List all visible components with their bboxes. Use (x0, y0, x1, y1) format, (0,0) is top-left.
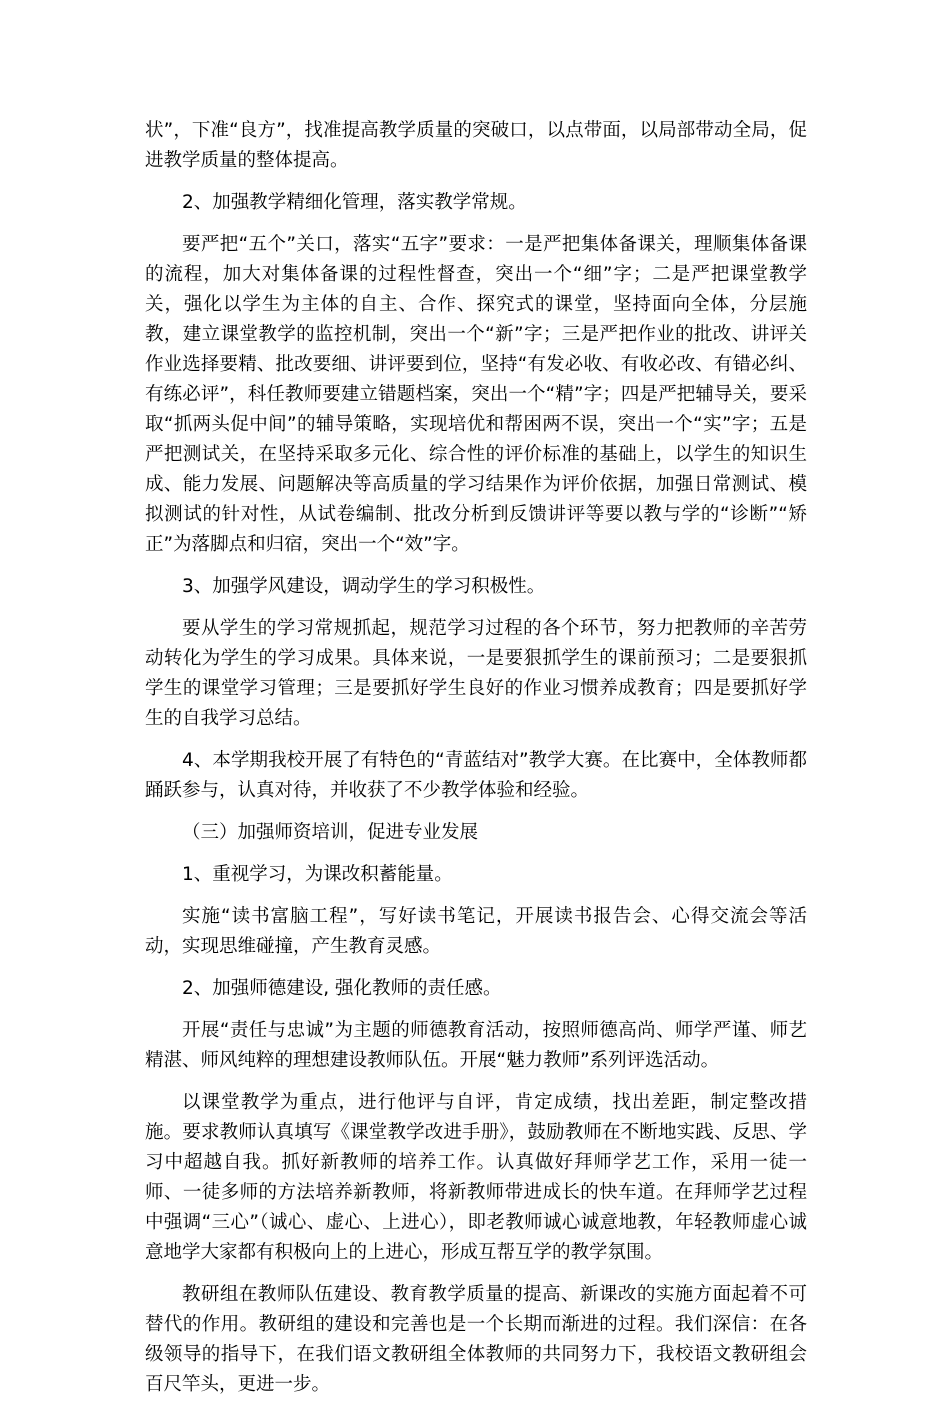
paragraph-continuation: 状”，下准“良方”，找准提高教学质量的突破口，以点带面，以局部带动全局，促进教学质量的整体提高。 (145, 120, 807, 171)
paragraph-conclusion: 教研组在教师队伍建设、教育教学质量的提高、新课改的实施方面起着不可替代的作用。教研组的建设和完善也是一个长期而渐进的过程。我们深信：在各级领导的指导下，在我们语文教研组全体教师的共同努力下，我校语文教研组会百尺竿头，更进一步。 (145, 1284, 807, 1395)
heading-teaching-management: 2、加强教学精细化管理，落实教学常规。 (182, 192, 527, 213)
paragraph-five-checkpoints: 要严把“五个”关口，落实“五字”要求：一是严把集体备课关，理顺集体备课的流程，加大对集体备课的过程性督查，突出一个“细”字；二是严把课堂教学关，强化以学生为主体的自主、合作、探究式的课堂，坚持面向全体，分层施教，建立课堂教学的监控机制，突出一个“新”字；三是严把作业的批改、讲评关作业选择要精、批改要细、讲评要到位，坚持“有发必收、有收必改、有错必纠、有练必评”，科任教师要建立错题档案，突出一个“精”字；四是严把辅导关，要采取“抓两头促中间”的辅导策略，实现培优和帮困两不误，突出一个“实”字；五是严把测试关，在坚持采取多元化、综合性的评价标准的基础上，以学生的知识生成、能力发展、问题解决等高质量的学习结果作为评价依据，加强日常测试、模拟测试的针对性，从试卷编制、批改分析到反馈讲评等要以教与学的“诊断”“矫正”为落脚点和归宿，突出一个“效”字。 (145, 234, 807, 555)
paragraph-classroom-evaluation: 以课堂教学为重点，进行他评与自评，肯定成绩，找出差距，制定整改措施。要求教师认真填写《课堂教学改进手册》，鼓励教师在不断地实践、反思、学习中超越自我。抓好新教师的培养工作。认真做好拜师学艺工作，采用一徒一师、一徒多师的方法培养新教师，将新教师带进成长的快车道。在拜师学艺过程中强调“三心”（诚心、虚心、上进心），即老教师诚心诚意地教，年轻教师虚心诚意地学大家都有积极向上的上进心，形成互帮互学的教学氛围。 (145, 1092, 807, 1263)
heading-study-style: 3、加强学风建设，调动学生的学习积极性。 (182, 576, 546, 597)
paragraph-teaching-contest: 4、本学期我校开展了有特色的“青蓝结对”教学大赛。在比赛中，全体教师都踊跃参与，认真对待，并收获了不少教学体验和经验。 (145, 750, 807, 801)
heading-emphasize-learning: 1、重视学习，为课改积蓄能量。 (182, 864, 453, 885)
paragraph-study-routine: 要从学生的学习常规抓起，规范学习过程的各个环节，努力把教师的辛苦劳动转化为学生的学习成果。具体来说，一是要狠抓学生的课前预习；二是要狠抓学生的课堂学习管理；三是要抓好学生良好的作业习惯养成教育；四是要抓好学生的自我学习总结。 (145, 618, 807, 729)
document-body (145, 116, 807, 1412)
paragraph-reading-project: 实施“读书富脑工程”，写好读书笔记，开展读书报告会、心得交流会等活动，实现思维碰撞，产生教育灵感。 (145, 906, 807, 957)
paragraph-ethics-activities: 开展“责任与忠诚”为主题的师德教育活动，按照师德高尚、师学严谨、师艺精湛、师风纯粹的理想建设教师队伍。开展“魅力教师”系列评选活动。 (145, 1020, 807, 1071)
heading-teacher-ethics: 2、加强师德建设, 强化教师的责任感。 (182, 978, 502, 999)
heading-teacher-training: （三）加强师资培训，促进专业发展 (182, 822, 479, 843)
